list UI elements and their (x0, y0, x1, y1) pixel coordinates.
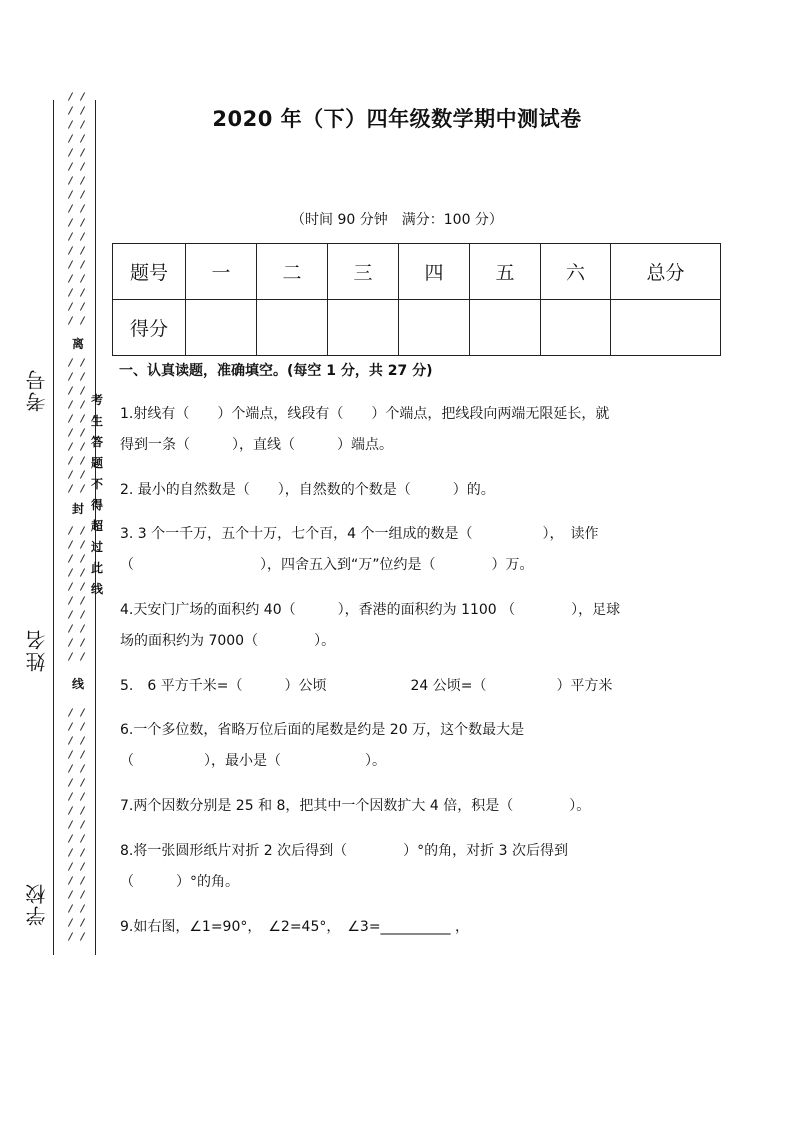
cut-slash (80, 568, 85, 576)
score-cell[interactable] (611, 300, 721, 356)
cut-slash (80, 792, 85, 800)
cut-slash (68, 540, 73, 548)
cut-slash (80, 442, 85, 450)
score-cell[interactable] (328, 300, 399, 356)
table-row-scores (113, 300, 721, 356)
cut-slash (68, 582, 73, 590)
cut-slash (80, 428, 85, 436)
cut-slash (80, 834, 85, 842)
cut-slash (68, 750, 73, 758)
question-line: 场的面积约为 7000（ ）。 (120, 633, 336, 649)
cut-slash (80, 722, 85, 730)
header-cell: 五 (470, 244, 541, 300)
table-row-question-numbers (113, 244, 721, 300)
cut-slash (68, 190, 73, 198)
cut-slash (80, 372, 85, 380)
header-cell: 一 (186, 244, 257, 300)
score-row-label: 得分 (113, 300, 186, 356)
cut-slash (68, 372, 73, 380)
cut-slash (68, 764, 73, 772)
cut-slash (68, 736, 73, 744)
cut-slash (68, 778, 73, 786)
cut-slash (80, 484, 85, 492)
cut-slash (80, 890, 85, 898)
warning-char: 题 (90, 456, 103, 470)
cut-slash (68, 554, 73, 562)
warning-char: 线 (90, 582, 103, 596)
cut-slash (68, 848, 73, 856)
score-cell[interactable] (186, 300, 257, 356)
header-cell: 六 (541, 244, 611, 300)
question-line: 得到一条（ ），直线（ ）端点。 (120, 437, 393, 453)
name-label: 姓名 (25, 628, 49, 672)
cut-slash (80, 736, 85, 744)
cut-slash (80, 302, 85, 310)
cut-slash (68, 274, 73, 282)
cut-slash (68, 624, 73, 632)
score-table (112, 243, 721, 356)
cut-slash (80, 288, 85, 296)
cut-slash (80, 876, 85, 884)
cut-slash (80, 848, 85, 856)
cut-slash (80, 764, 85, 772)
cut-slash (80, 246, 85, 254)
cut-slash (80, 904, 85, 912)
cut-slash (80, 554, 85, 562)
question-line: （ ），四舍五入到“万”位约是（ ）万。 (120, 557, 534, 573)
cut-slash (68, 806, 73, 814)
question-line: 1.射线有（ ）个端点，线段有（ ）个端点，把线段向两端无限延长，就 (120, 406, 610, 422)
cut-slash (68, 792, 73, 800)
page-title: 2020 年（下）四年级数学期中测试卷 (212, 107, 582, 131)
cut-slash (68, 92, 73, 100)
cut-slash (80, 624, 85, 632)
question-line: 2. 最小的自然数是（ ），自然数的个数是（ ）的。 (120, 482, 495, 498)
cut-slash (68, 820, 73, 828)
score-cell[interactable] (399, 300, 470, 356)
cut-slash (68, 876, 73, 884)
side-mark-li: 离 (72, 337, 85, 351)
cut-slash (80, 358, 85, 366)
cut-slash (68, 316, 73, 324)
school-label: 学校 (25, 882, 49, 926)
cut-slash (68, 134, 73, 142)
side-warning-text (90, 390, 104, 600)
cut-slash (80, 456, 85, 464)
warning-char: 考 (90, 393, 103, 407)
cut-slash (80, 386, 85, 394)
cut-slash (68, 386, 73, 394)
cut-slash (68, 358, 73, 366)
question-line: 8.将一张圆形纸片对折 2 次后得到（ ）°的角，对折 3 次后得到 (120, 843, 568, 859)
warning-char: 得 (90, 498, 103, 512)
cut-slash (80, 134, 85, 142)
header-cell: 总分 (611, 244, 721, 300)
cut-slash (80, 862, 85, 870)
cut-slash (80, 470, 85, 478)
cut-slash (68, 862, 73, 870)
cut-slash (68, 456, 73, 464)
cut-slash (68, 414, 73, 422)
question-line: 6.一个多位数，省略万位后面的尾数是约是 20 万，这个数最大是 (120, 722, 525, 738)
cut-slash (68, 148, 73, 156)
warning-char: 此 (90, 561, 103, 575)
score-cell[interactable] (257, 300, 328, 356)
header-cell: 二 (257, 244, 328, 300)
cut-slash (68, 834, 73, 842)
cut-slash (80, 806, 85, 814)
cut-slash (68, 162, 73, 170)
cut-slash (68, 442, 73, 450)
warning-char: 超 (90, 519, 103, 533)
cut-slash (68, 302, 73, 310)
cut-slash (80, 778, 85, 786)
cut-slash (68, 176, 73, 184)
header-cell: 题号 (113, 244, 186, 300)
cut-slash (80, 582, 85, 590)
cut-slash (80, 400, 85, 408)
cut-slash (68, 890, 73, 898)
cut-slash (68, 568, 73, 576)
cut-slash (80, 652, 85, 660)
warning-char: 不 (90, 477, 103, 491)
cut-slash (80, 596, 85, 604)
cut-slash (68, 232, 73, 240)
warning-char: 生 (90, 414, 103, 428)
cut-slash (68, 918, 73, 926)
cut-slash (80, 148, 85, 156)
cut-slash (80, 176, 85, 184)
section-heading: 一、认真读题，准确填空。(每空 1 分，共 27 分) (119, 363, 433, 379)
question-line: （ ），最小是（ ）。 (120, 753, 386, 769)
cut-slash (80, 918, 85, 926)
score-cell[interactable] (541, 300, 611, 356)
cut-slash (68, 904, 73, 912)
cut-slash (80, 274, 85, 282)
cut-slash (80, 190, 85, 198)
header-cell: 四 (399, 244, 470, 300)
question-line: 9.如右图，∠1=90°， ∠2=45°， ∠3=__________ ， (120, 919, 470, 935)
cut-slash (80, 260, 85, 268)
side-mark-xian: 线 (72, 677, 85, 691)
question-line: 3. 3 个一千万，五个十万，七个百，4 个一组成的数是（ ）， 读作 (120, 526, 599, 542)
exam-info: （时间 90 分钟 满分：100 分） (291, 212, 503, 228)
cut-slash (80, 162, 85, 170)
warning-char: 过 (90, 540, 103, 554)
cut-slash (68, 596, 73, 604)
cut-slash (68, 638, 73, 646)
question-line: 4.天安门广场的面积约 40（ ），香港的面积约为 1100 （ ），足球 (120, 602, 621, 618)
cut-slash (68, 470, 73, 478)
cut-slash (68, 932, 73, 940)
cut-slash (80, 610, 85, 618)
cut-slash (68, 708, 73, 716)
cut-slash (80, 414, 85, 422)
cut-slash (68, 400, 73, 408)
side-mark-feng: 封 (72, 502, 85, 516)
header-cell: 三 (328, 244, 399, 300)
cut-slash (80, 540, 85, 548)
cut-slash (68, 288, 73, 296)
cut-slash (68, 610, 73, 618)
cut-slash (68, 722, 73, 730)
cut-slash (68, 246, 73, 254)
cut-slash (80, 820, 85, 828)
cut-slash (80, 92, 85, 100)
cut-slash (80, 232, 85, 240)
cut-slash (80, 526, 85, 534)
cut-slash (68, 260, 73, 268)
warning-char: 答 (90, 435, 103, 449)
exam-number-label: 考号 (25, 368, 49, 412)
cut-slash (68, 428, 73, 436)
question-line: （ ）°的角。 (120, 874, 239, 890)
question-line: 5. 6 平方千米=（ ）公顷 24 公顷=（ ）平方米 (120, 678, 613, 694)
cut-slash (80, 750, 85, 758)
score-cell[interactable] (470, 300, 541, 356)
cut-slash (80, 316, 85, 324)
cut-slash (80, 932, 85, 940)
cut-slash (80, 638, 85, 646)
cut-slash (68, 484, 73, 492)
cut-slash (80, 708, 85, 716)
cut-slash (68, 652, 73, 660)
question-line: 7.两个因数分别是 25 和 8，把其中一个因数扩大 4 倍，积是（ ）。 (120, 798, 591, 814)
cut-slash (68, 526, 73, 534)
